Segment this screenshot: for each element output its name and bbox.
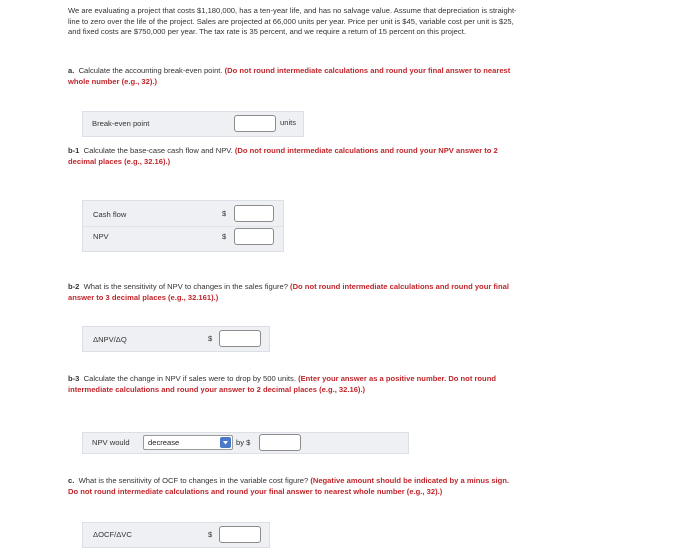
npv-input[interactable] <box>234 228 274 245</box>
by-dollar-label: by $ <box>236 438 251 447</box>
problem-statement: We are evaluating a project that costs $1,180,000, has a ten-year life, and has no salvage value. Assume that depreciation is straight-line to zero over the life of the project. Sales are projected at 66,000 units per year. Price per unit is $45, variable cost per unit is $25, and fixed costs are $750,000 per year. The tax rate is 35 percent, and we require a return of 15 percent on this project. <box>68 6 517 37</box>
units-label: units <box>280 118 297 127</box>
question-b1-text: Calculate the base-case cash flow and NPV. <box>83 146 233 155</box>
npv-change-panel <box>82 432 409 454</box>
question-b2 <box>68 282 520 303</box>
table-row <box>83 201 283 226</box>
question-b3-label: b-3 <box>68 374 80 383</box>
sensitivity-ocf-panel <box>82 522 270 548</box>
cash-flow-input[interactable] <box>234 205 274 222</box>
table-row <box>83 226 283 252</box>
direction-select[interactable] <box>143 435 233 450</box>
question-a-text: Calculate the accounting break-even point. <box>78 66 223 75</box>
chevron-down-icon[interactable] <box>220 437 231 448</box>
question-b1-instruction: (Do not round intermediate calculations and round your NPV answer to 2 decimal places (e.g., 32.16).) <box>68 146 498 166</box>
question-b2-label: b-2 <box>68 282 80 291</box>
npv-change-input[interactable] <box>259 434 301 451</box>
delta-ocf-input[interactable] <box>219 526 261 543</box>
delta-npv-currency: $ <box>208 334 213 343</box>
delta-npv-input[interactable] <box>219 330 261 347</box>
break-even-label: Break-even point <box>92 119 150 128</box>
break-even-input[interactable] <box>234 115 276 132</box>
question-c-text: What is the sensitivity of OCF to changes in the variable cost figure? <box>78 476 309 485</box>
question-b3-text: Calculate the change in NPV if sales were to drop by 500 units. <box>83 374 296 383</box>
question-a-label: a. <box>68 66 75 75</box>
cash-flow-currency: $ <box>222 209 227 218</box>
npv-would-label: NPV would <box>92 438 130 447</box>
question-b2-instruction: (Do not round intermediate calculations and round your final answer to 3 decimal places (e.g., 32.161).) <box>68 282 510 302</box>
cash-flow-label: Cash flow <box>93 210 127 219</box>
question-b1-label: b-1 <box>68 146 80 155</box>
question-b3-instruction: (Enter your answer as a positive number. Do not round intermediate calculations and round your answer to 2 decimal places (e.g., 32.16).) <box>68 374 496 394</box>
question-b2-text: What is the sensitivity of NPV to changes in the sales figure? <box>83 282 288 291</box>
break-even-panel <box>82 111 304 137</box>
npv-currency: $ <box>222 232 227 241</box>
question-c-instruction: (Negative amount should be indicated by a minus sign. Do not round intermediate calculations and round your final answer to nearest whole number (e.g., 32).) <box>68 476 510 496</box>
delta-ocf-currency: $ <box>208 530 213 539</box>
direction-select-value: decrease <box>148 438 180 447</box>
cash-flow-npv-panel <box>82 200 284 252</box>
question-c-label: c. <box>68 476 75 485</box>
question-c <box>68 476 520 497</box>
npv-label: NPV <box>93 232 109 241</box>
question-a-instruction: (Do not round intermediate calculations and round your final answer to nearest whole number (e.g., 32).) <box>68 66 511 86</box>
question-b3 <box>68 374 520 395</box>
delta-ocf-label: ΔOCF/ΔVC <box>93 530 132 539</box>
sensitivity-npv-panel <box>82 326 270 352</box>
delta-npv-label: ΔNPV/ΔQ <box>93 335 127 344</box>
question-a <box>68 66 520 87</box>
question-b1 <box>68 146 520 167</box>
